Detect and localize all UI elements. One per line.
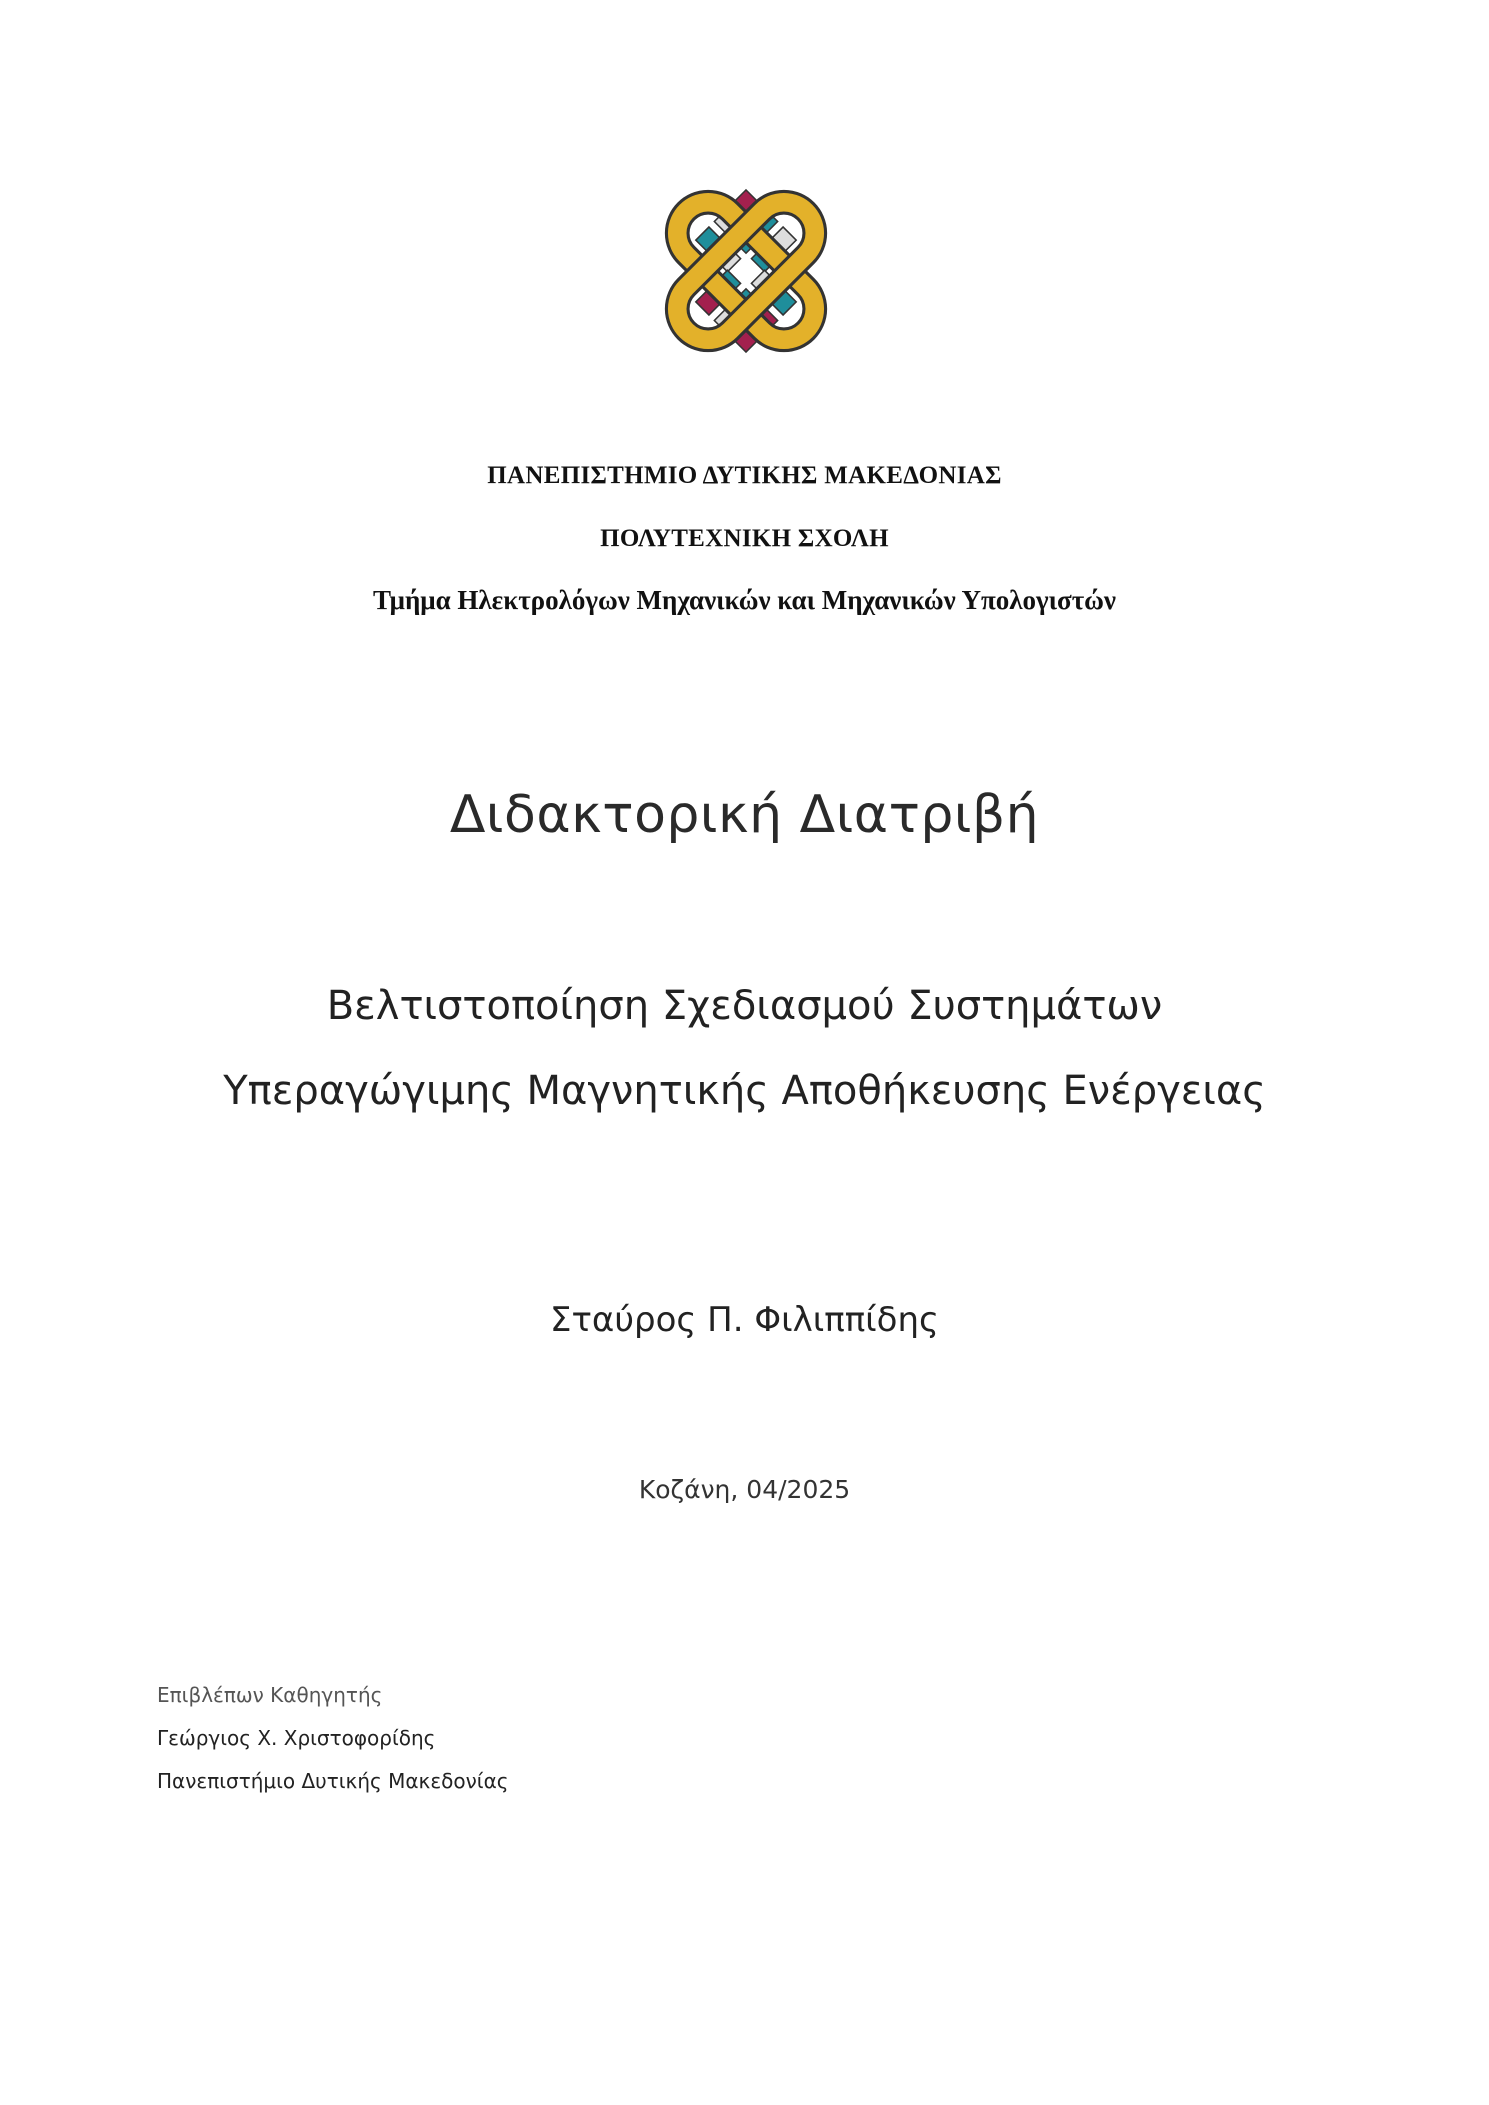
supervisor-role: Επιβλέπων Καθηγητής (157, 1683, 383, 1707)
school-name: ΠΟΛΥΤΕΧΝΙΚΗ ΣΧΟΛΗ (600, 525, 889, 552)
document-type: Διδακτορική Διατριβή (449, 785, 1040, 845)
department-name: Τμήμα Ηλεκτρολόγων Μηχανικών και Μηχανικών Υπολογιστών (373, 585, 1116, 615)
author-name: Σταύρος Π. Φιλιππίδης (549, 1300, 939, 1340)
university-name: ΠΑΝΕΠΙΣΤΗΜΙΟ ΔΥΤΙΚΗΣ ΜΑΚΕΔΟΝΙΑΣ (487, 462, 1002, 489)
thesis-title-line-1: Βελτιστοποίηση Σχεδιασμού Συστημάτων (326, 983, 1163, 1029)
thesis-title-line-2: Υπεραγώγιμης Μαγνητικής Αποθήκευσης Ενέργειας (223, 1068, 1266, 1114)
supervisor-affiliation: Πανεπιστήμιο Δυτικής Μακεδονίας (157, 1769, 509, 1793)
supervisor-name: Γεώργιος Χ. Χριστοφορίδης (157, 1726, 436, 1750)
university-knot-logo-icon (643, 168, 849, 374)
place-and-date: Κοζάνη, 04/2025 (638, 1475, 851, 1504)
